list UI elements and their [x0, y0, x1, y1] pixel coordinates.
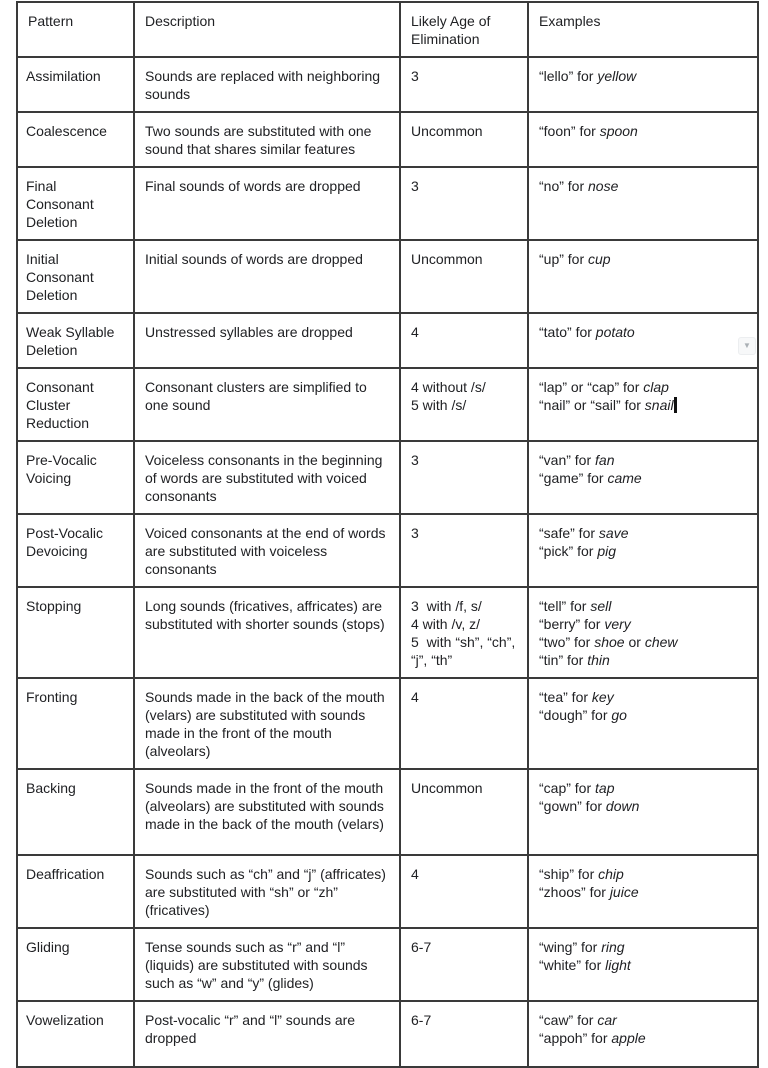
age-line: 3: [411, 452, 419, 468]
column-header-label: Description: [145, 13, 216, 29]
example-line: [539, 1011, 747, 1029]
description-cell[interactable]: [134, 928, 400, 1001]
example-target-word: go: [611, 707, 627, 723]
table-row: [17, 928, 758, 1001]
examples-cell[interactable]: [528, 240, 758, 313]
column-header-label: Pattern: [28, 13, 74, 29]
pattern-label: Final Consonant Deletion: [26, 178, 98, 230]
pattern-label: Gliding: [26, 939, 70, 955]
example-text-segment: “appoh” for: [539, 1030, 612, 1046]
table-row: [17, 441, 758, 514]
description-text: Sounds such as “ch” and “j” (affricates) are substituted with “sh” or “zh” (fricatives): [145, 866, 390, 918]
description-cell[interactable]: [134, 57, 400, 112]
age-line: 5 with “sh”, “ch”, “j”, “th”: [411, 634, 520, 668]
age-line: 3: [411, 525, 419, 541]
age-cell[interactable]: [400, 240, 528, 313]
description-text: Unstressed syllables are dropped: [145, 324, 353, 340]
age-cell[interactable]: [400, 855, 528, 928]
dropdown-marker-button[interactable]: [738, 337, 756, 355]
example-target-word: ring: [601, 939, 625, 955]
example-line: [539, 469, 747, 487]
age-cell[interactable]: [400, 368, 528, 441]
description-cell[interactable]: [134, 769, 400, 855]
example-line: [539, 688, 747, 706]
example-text-segment: “white” for: [539, 957, 606, 973]
age-line: 4: [411, 324, 419, 340]
example-line: [539, 524, 747, 542]
example-text-segment: “safe” for: [539, 525, 599, 541]
examples-cell[interactable]: [528, 112, 758, 167]
example-text-segment: “tell” for: [539, 598, 591, 614]
table-row: [17, 368, 758, 441]
age-line: 3: [411, 68, 419, 84]
pattern-label: Coalescence: [26, 123, 107, 139]
pattern-cell[interactable]: [17, 678, 134, 769]
pattern-label: Vowelization: [26, 1012, 104, 1028]
pattern-label: Deaffrication: [26, 866, 105, 882]
description-text: Voiceless consonants in the beginning of words are substituted with voiced consonants: [145, 452, 387, 504]
example-target-word: pig: [597, 543, 617, 559]
pattern-cell[interactable]: [17, 587, 134, 678]
examples-cell[interactable]: [528, 769, 758, 855]
age-cell[interactable]: [400, 1001, 528, 1067]
description-cell[interactable]: [134, 112, 400, 167]
example-target-word: clap: [643, 379, 669, 395]
description-cell[interactable]: [134, 441, 400, 514]
chevron-down-icon: ▼: [743, 341, 751, 350]
age-cell[interactable]: [400, 514, 528, 587]
example-line: [539, 451, 747, 469]
example-target-word: shoe: [594, 634, 625, 650]
examples-cell[interactable]: [528, 1001, 758, 1067]
table-row: [17, 587, 758, 678]
example-target-word: yellow: [597, 68, 637, 84]
description-text: Two sounds are substituted with one sound that shares similar features: [145, 123, 376, 157]
pattern-label: Pre-Vocalic Voicing: [26, 452, 101, 486]
pattern-cell[interactable]: [17, 313, 134, 368]
example-text-segment: “tato” for: [539, 324, 596, 340]
table-row: [17, 112, 758, 167]
age-line: 3 with /f, s/: [411, 598, 482, 614]
description-cell[interactable]: [134, 368, 400, 441]
example-target-word: sell: [590, 598, 612, 614]
example-line: [539, 615, 747, 633]
pattern-cell[interactable]: [17, 769, 134, 855]
examples-cell[interactable]: [528, 855, 758, 928]
pattern-cell[interactable]: [17, 855, 134, 928]
example-line: [539, 542, 747, 560]
description-text: Voiced consonants at the end of words are substituted with voiceless consonants: [145, 525, 390, 577]
example-text-segment: “tea” for: [539, 689, 592, 705]
header-row: [17, 2, 758, 57]
example-line: [539, 651, 747, 669]
example-line: [539, 883, 747, 901]
description-cell[interactable]: [134, 167, 400, 240]
column-header-examples[interactable]: [528, 2, 758, 57]
example-target-word: potato: [595, 324, 635, 340]
pattern-cell[interactable]: [17, 167, 134, 240]
age-line: 4: [411, 689, 419, 705]
example-text-segment: “up” for: [539, 251, 589, 267]
example-line: [539, 122, 747, 140]
description-text: Long sounds (fricatives, affricates) are substituted with shorter sounds (stops): [145, 598, 386, 632]
table-row: [17, 57, 758, 112]
example-line: [539, 956, 747, 974]
example-line: [539, 865, 747, 883]
example-target-word: tap: [595, 780, 615, 796]
age-cell[interactable]: [400, 441, 528, 514]
description-cell[interactable]: [134, 313, 400, 368]
description-text: Tense sounds such as “r” and “l” (liquids) are substituted with sounds such as “w” and “y” (glides): [145, 939, 372, 991]
example-text-segment: “game” for: [539, 470, 608, 486]
example-target-word: very: [604, 616, 631, 632]
example-text-segment: “ship” for: [539, 866, 599, 882]
age-line: Uncommon: [411, 123, 483, 139]
pattern-cell[interactable]: [17, 1001, 134, 1067]
column-header-pattern[interactable]: [17, 2, 134, 57]
column-header-likely-age-of-elimination[interactable]: [400, 2, 528, 57]
example-target-word: chew: [644, 634, 678, 650]
example-text-segment: “wing” for: [539, 939, 602, 955]
example-text-segment: “lap” or “cap” for: [539, 379, 644, 395]
example-target-word: chip: [598, 866, 624, 882]
pattern-label: Assimilation: [26, 68, 101, 84]
table-row: [17, 678, 758, 769]
age-cell[interactable]: [400, 678, 528, 769]
example-target-word: nose: [588, 178, 619, 194]
examples-cell[interactable]: [528, 368, 758, 441]
example-text-segment: “tin” for: [539, 652, 588, 668]
column-header-label: Likely Age of Elimination: [411, 13, 495, 47]
example-line: [539, 597, 747, 615]
table-row: [17, 769, 758, 855]
pattern-cell[interactable]: [17, 240, 134, 313]
pattern-cell[interactable]: [17, 57, 134, 112]
description-text: Sounds are replaced with neighboring sounds: [145, 68, 384, 102]
age-cell[interactable]: [400, 112, 528, 167]
example-line: [539, 706, 747, 724]
age-line: 4 with /v, z/: [411, 616, 480, 632]
examples-cell[interactable]: [528, 441, 758, 514]
example-line: [539, 797, 747, 815]
age-cell[interactable]: [400, 313, 528, 368]
examples-cell[interactable]: [528, 514, 758, 587]
age-line: 4 without /s/: [411, 379, 486, 395]
example-target-word: save: [598, 525, 629, 541]
age-line: Uncommon: [411, 780, 483, 796]
examples-cell[interactable]: [528, 678, 758, 769]
example-target-word: came: [607, 470, 642, 486]
example-target-word: spoon: [599, 123, 638, 139]
examples-cell[interactable]: [528, 313, 758, 368]
example-text-segment: “dough” for: [539, 707, 612, 723]
table-row: [17, 514, 758, 587]
example-text-segment: “cap” for: [539, 780, 596, 796]
example-line: [539, 323, 747, 341]
text-cursor: [674, 397, 677, 413]
example-text-segment: “no” for: [539, 178, 589, 194]
age-line: 3: [411, 178, 419, 194]
table-row: [17, 855, 758, 928]
description-cell[interactable]: [134, 1001, 400, 1067]
description-text: Sounds made in the front of the mouth (alveolars) are substituted with sounds made in the back of the mouth (velars): [145, 780, 388, 832]
example-target-word: cup: [588, 251, 611, 267]
example-line: [539, 396, 747, 414]
example-text-segment: “van” for: [539, 452, 596, 468]
example-target-word: fan: [595, 452, 615, 468]
age-line: 4: [411, 866, 419, 882]
pattern-label: Weak Syllable Deletion: [26, 324, 119, 358]
examples-cell[interactable]: [528, 167, 758, 240]
pattern-label: Stopping: [26, 598, 82, 614]
example-text-segment: “two” for: [539, 634, 595, 650]
pattern-cell[interactable]: [17, 112, 134, 167]
description-text: Consonant clusters are simplified to one sound: [145, 379, 371, 413]
table-row: [17, 313, 758, 368]
pattern-cell[interactable]: [17, 514, 134, 587]
example-target-word: apple: [611, 1030, 646, 1046]
example-text-segment: “caw” for: [539, 1012, 598, 1028]
description-cell[interactable]: [134, 587, 400, 678]
example-target-word: car: [597, 1012, 617, 1028]
examples-cell[interactable]: [528, 587, 758, 678]
age-line: 6-7: [411, 939, 432, 955]
example-text-segment: “nail” or “sail” for: [539, 397, 645, 413]
example-target-word: key: [591, 689, 614, 705]
description-text: Post-vocalic “r” and “l” sounds are dropped: [145, 1012, 359, 1046]
column-header-label: Examples: [539, 13, 601, 29]
age-cell[interactable]: [400, 167, 528, 240]
age-cell[interactable]: [400, 57, 528, 112]
example-target-word: snail: [644, 397, 674, 413]
example-line: [539, 67, 747, 85]
pattern-label: Backing: [26, 780, 76, 796]
phonological-patterns-table: [16, 1, 759, 1068]
example-text-segment: “lello” for: [539, 68, 598, 84]
example-line: [539, 177, 747, 195]
example-target-word: down: [605, 798, 640, 814]
table-row: [17, 240, 758, 313]
age-cell[interactable]: [400, 928, 528, 1001]
example-target-word: light: [605, 957, 631, 973]
age-line: 6-7: [411, 1012, 432, 1028]
table-row: [17, 167, 758, 240]
pattern-cell[interactable]: [17, 928, 134, 1001]
example-text-segment: “gown” for: [539, 798, 606, 814]
example-text-segment: “berry” for: [539, 616, 605, 632]
description-text: Sounds made in the back of the mouth (velars) are substituted with sounds made in the front of the mouth (alveolars): [145, 689, 389, 759]
example-text-segment: “foon” for: [539, 123, 600, 139]
column-header-description[interactable]: [134, 2, 400, 57]
pattern-label: Initial Consonant Deletion: [26, 251, 98, 303]
pattern-label: Post-Vocalic Devoicing: [26, 525, 107, 559]
description-text: Final sounds of words are dropped: [145, 178, 361, 194]
examples-cell[interactable]: [528, 928, 758, 1001]
age-cell[interactable]: [400, 769, 528, 855]
description-text: Initial sounds of words are dropped: [145, 251, 363, 267]
description-cell[interactable]: [134, 514, 400, 587]
example-text-segment: or: [624, 634, 645, 650]
age-cell[interactable]: [400, 587, 528, 678]
description-cell[interactable]: [134, 240, 400, 313]
example-line: [539, 633, 747, 651]
example-text-segment: “zhoos” for: [539, 884, 610, 900]
example-target-word: thin: [587, 652, 610, 668]
age-line: Uncommon: [411, 251, 483, 267]
pattern-label: Consonant Cluster Reduction: [26, 379, 98, 431]
example-target-word: juice: [609, 884, 639, 900]
table-row: [17, 1001, 758, 1067]
example-line: [539, 779, 747, 797]
examples-cell[interactable]: [528, 57, 758, 112]
example-line: [539, 1029, 747, 1047]
example-text-segment: “pick” for: [539, 543, 598, 559]
pattern-label: Fronting: [26, 689, 78, 705]
age-line: 5 with /s/: [411, 397, 467, 413]
description-cell[interactable]: [134, 678, 400, 769]
example-line: [539, 378, 747, 396]
example-line: [539, 938, 747, 956]
pattern-cell[interactable]: [17, 441, 134, 514]
example-line: [539, 250, 747, 268]
description-cell[interactable]: [134, 855, 400, 928]
pattern-cell[interactable]: [17, 368, 134, 441]
